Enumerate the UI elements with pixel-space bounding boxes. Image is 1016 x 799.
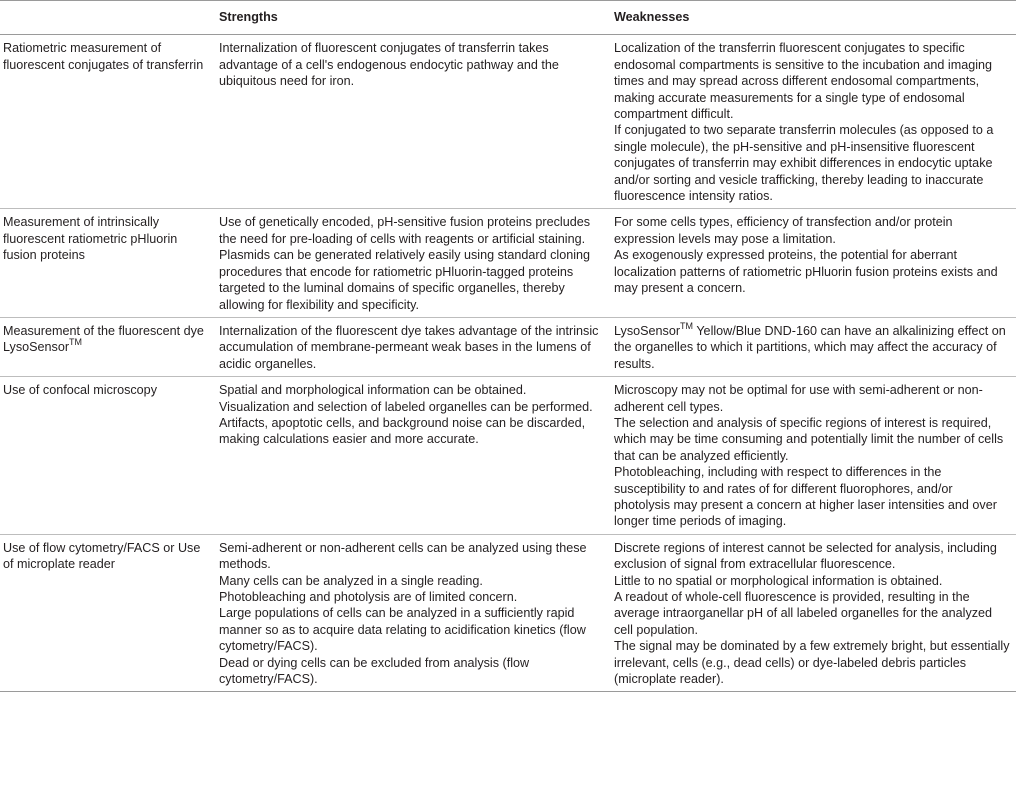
weakness-item: For some cells types, efficiency of transfection and/or protein expression levels may pose a limitation. [614, 215, 953, 246]
strengths-cell [215, 317, 611, 376]
method-text: Use of flow cytometry/FACS or Use of microplate reader [3, 540, 201, 572]
weaknesses-cell [611, 534, 1016, 692]
strength-item: Plasmids can be generated relatively easily using standard cloning procedures that encode for ratiometric pHluorin-tagged proteins targeted to the luminal domains of specific organelles, thereby allowing for flexibility and specificity. [219, 248, 591, 312]
weakness-text-rest: Yellow/Blue DND-160 can have an alkalinizing effect on the organelles to which it partitions, which may affect the accuracy of results. [614, 323, 1006, 371]
method-text: Ratiometric measurement of fluorescent conjugates of transferrin [3, 41, 204, 72]
method-cell [0, 209, 215, 317]
table-row [0, 317, 1016, 376]
header-method [0, 1, 215, 35]
method-text [3, 323, 211, 356]
weakness-item: If conjugated to two separate transferrin molecules (as opposed to a single molecule), the pH-sensitive and pH-insensitive fluorescent conjugates of transferrin may exhibit differences in endocytic uptake and/or sorting and vesicle trafficking, thereby leading to inaccurate fluorescence intensity ratios. [614, 123, 994, 204]
method-cell [0, 534, 215, 692]
strength-item: Many cells can be analyzed in a single reading. [219, 573, 483, 588]
table-row [0, 209, 1016, 317]
weakness-item: Microscopy may not be optimal for use with semi-adherent or non-adherent cell types. [614, 383, 983, 414]
weaknesses-cell [611, 209, 1016, 317]
strength-item: Use of genetically encoded, pH-sensitive fusion proteins precludes the need for pre-loading of cells with reagents or artificial staining. [219, 215, 591, 246]
method-text: Measurement of intrinsically fluorescent ratiometric pHluorin fusion proteins [3, 215, 178, 263]
weakness-text-prefix: LysoSensor [614, 323, 681, 338]
strength-item: Dead or dying cells can be excluded from analysis (flow cytometry/FACS). [219, 655, 530, 687]
strength-item: Semi-adherent or non-adherent cells can be analyzed using these methods. [219, 540, 587, 572]
strengths-cell [215, 377, 611, 535]
header-weaknesses: Weaknesses [611, 1, 1016, 35]
strengths-cell [215, 209, 611, 317]
strength-item: Internalization of the fluorescent dye takes advantage of the intrinsic accumulation of membrane-permeant weak bases in the lumens of acidic organelles. [219, 323, 599, 371]
strength-item: Visualization and selection of labeled organelles can be performed. [219, 399, 593, 414]
weakness-item: The signal may be dominated by a few extremely bright, but essentially irrelevant, cells (e.g., dead cells) or dye-labeled debris particles (microplate reader). [614, 639, 1010, 687]
strength-item: Large populations of cells can be analyzed in a sufficiently rapid manner so as to acquire data relating to acidification kinetics (flow cytometry/FACS). [219, 606, 586, 654]
weaknesses-cell [611, 35, 1016, 209]
method-text-main: Measurement of the fluorescent dye LysoSensor [3, 323, 204, 355]
method-text: Use of confocal microscopy [3, 383, 157, 398]
strengths-cell [215, 534, 611, 692]
header-row [0, 1, 1016, 35]
trademark-superscript: TM [680, 320, 694, 331]
weakness-item: Little to no spatial or morphological information is obtained. [614, 573, 943, 588]
strength-item: Internalization of fluorescent conjugates of transferrin takes advantage of a cell's endogenous endocytic pathway and the ubiquitous need for iron. [219, 41, 559, 89]
weaknesses-cell [611, 317, 1016, 376]
trademark-superscript: TM [69, 337, 83, 348]
weakness-item [614, 320, 1012, 372]
weakness-item: Localization of the transferrin fluorescent conjugates to specific endosomal compartments is sensitive to the incubation and imaging times and may spread across different endosomal compartments, making accurate measurements for a single type of endosomal compartment difficult. [614, 41, 993, 122]
strength-item: Photobleaching and photolysis are of limited concern. [219, 590, 518, 604]
weaknesses-cell [611, 377, 1016, 535]
method-cell [0, 377, 215, 535]
table-row [0, 377, 1016, 535]
strengths-cell [215, 35, 611, 209]
weakness-item: The selection and analysis of specific regions of interest is required, which may be time consuming and potentially limit the number of cells that can be analyzed efficiently. [614, 415, 1004, 463]
table-row [0, 534, 1016, 692]
method-cell [0, 35, 215, 209]
weakness-item: A readout of whole-cell fluorescence is provided, resulting in the average intraorganellar pH of all labeled organelles for the analyzed cell population. [614, 590, 993, 637]
table-header [0, 1, 1016, 35]
weakness-item: As exogenously expressed proteins, the potential for aberrant localization patterns of ratiometric pHluorin fusion proteins exists and may present a concern. [614, 248, 998, 296]
header-strengths: Strengths [215, 1, 611, 35]
weakness-item: Discrete regions of interest cannot be selected for analysis, including exclusion of signal from extracellular fluorescence. [614, 540, 997, 572]
weakness-item: Photobleaching, including with respect to differences in the susceptibility to and rates of for different fluorophores, and/or photolysis may present a concern at higher laser intensities and over longer time periods of imaging. [614, 465, 997, 529]
strength-item: Artifacts, apoptotic cells, and background noise can be discarded, making calculations easier and more accurate. [219, 415, 586, 447]
method-cell [0, 317, 215, 376]
table-row [0, 35, 1016, 209]
strength-item: Spatial and morphological information can be obtained. [219, 383, 527, 398]
table-body [0, 35, 1016, 692]
